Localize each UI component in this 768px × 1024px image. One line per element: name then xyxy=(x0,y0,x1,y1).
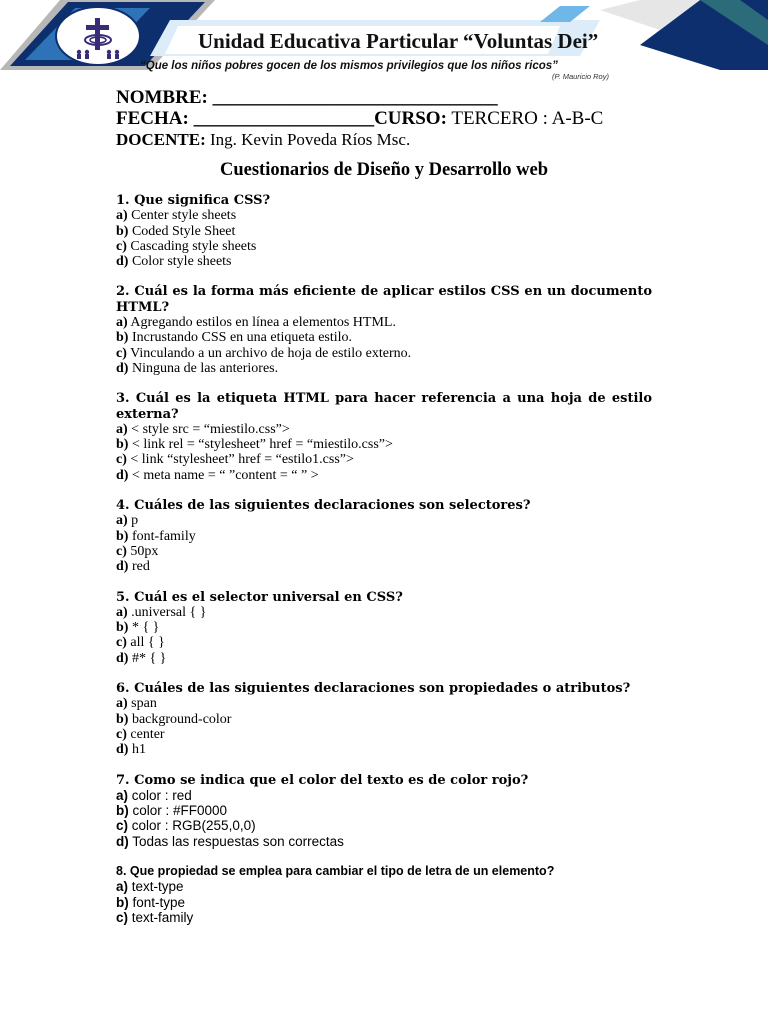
question-1 xyxy=(116,193,652,269)
header-banner xyxy=(0,0,768,84)
option-d[interactable]: d) red xyxy=(116,559,150,575)
teacher-label: DOCENTE: xyxy=(116,130,206,149)
option-a[interactable]: a) < style src = “miestilo.css”> xyxy=(116,421,290,437)
option-b[interactable]: b) background-color xyxy=(116,711,232,727)
option-a[interactable]: a) Center style sheets xyxy=(116,208,237,224)
name-blank[interactable]: ______________________________ xyxy=(212,87,498,108)
question-2 xyxy=(116,284,652,376)
question-text: 7. Como se indica que el color del texto es de color rojo? xyxy=(116,772,529,788)
option-a[interactable]: a) p xyxy=(116,513,139,529)
option-b[interactable]: b) color : #FF0000 xyxy=(116,803,228,819)
option-b[interactable]: b) < link rel = “stylesheet” href = “miestilo.css”> xyxy=(116,437,393,453)
option-c[interactable]: c) center xyxy=(116,726,165,742)
school-name: Unidad Educativa Particular “Voluntas Dei” xyxy=(198,29,599,53)
option-d[interactable]: d) < meta name = “ ”content = “ ” > xyxy=(116,467,319,483)
school-motto: “Que los niños pobres gocen de los mismos privilegios que los niños ricos” xyxy=(140,60,558,72)
question-text: 5. Cuál es el selector universal en CSS? xyxy=(116,589,403,605)
motto-author: (P. Mauricio Roy) xyxy=(552,72,609,81)
option-d[interactable]: d) h1 xyxy=(116,742,146,758)
question-5 xyxy=(116,590,652,666)
question-text: 1. Que significa CSS? xyxy=(116,193,271,208)
question-text: 8. Que propiedad se emplea para cambiar el tipo de letra de un elemento? xyxy=(116,863,555,878)
option-b[interactable]: b) * { } xyxy=(116,620,160,636)
questions-list xyxy=(116,193,652,940)
option-a[interactable]: a) .universal { } xyxy=(116,604,207,620)
question-6 xyxy=(116,681,652,757)
teacher-row xyxy=(116,129,603,150)
option-b[interactable]: b) font-family xyxy=(116,528,196,544)
student-fields xyxy=(116,87,603,150)
teacher-value: Ing. Kevin Poveda Ríos Msc. xyxy=(209,130,411,149)
option-b[interactable]: b) font-type xyxy=(116,894,186,910)
option-c[interactable]: c) all { } xyxy=(116,635,165,651)
question-7 xyxy=(116,773,652,849)
date-label: FECHA: xyxy=(116,108,189,129)
question-8 xyxy=(116,864,652,925)
question-4 xyxy=(116,498,652,574)
option-a[interactable]: a) span xyxy=(116,696,157,712)
question-text: 3. Cuál es la etiqueta HTML para hacer referencia a una hoja de estilo externa? xyxy=(116,391,652,422)
question-3 xyxy=(116,391,652,483)
option-c[interactable]: c) text-family xyxy=(116,909,194,925)
option-c[interactable]: c) color : RGB(255,0,0) xyxy=(116,818,256,834)
course-value: TERCERO : A-B-C xyxy=(451,108,604,129)
option-d[interactable]: d) Color style sheets xyxy=(116,254,232,270)
option-c[interactable]: c) Cascading style sheets xyxy=(116,238,257,254)
course-label: CURSO: xyxy=(374,108,447,129)
question-text: 6. Cuáles de las siguientes declaraciones son propiedades o atributos? xyxy=(116,681,631,697)
option-c[interactable]: c) < link “stylesheet” href = “estilo1.css”> xyxy=(116,452,354,468)
option-c[interactable]: c) 50px xyxy=(116,543,159,559)
document-title: Cuestionarios de Diseño y Desarrollo web xyxy=(219,160,549,180)
option-a[interactable]: a) text-type xyxy=(116,879,184,895)
name-label: NOMBRE: xyxy=(116,87,208,108)
question-text: 4. Cuáles de las siguientes declaraciones son selectores? xyxy=(116,498,531,514)
question-text: 2. Cuál es la forma más eficiente de aplicar estilos CSS en un documento HTML? xyxy=(116,284,652,315)
option-d[interactable]: d) #* { } xyxy=(116,650,167,666)
option-d[interactable]: d) Ninguna de las anteriores. xyxy=(116,360,279,376)
option-a[interactable]: a) Agregando estilos en línea a elementos HTML. xyxy=(116,315,396,331)
date-blank[interactable]: ___________________ xyxy=(193,108,375,129)
option-b[interactable]: b) Incrustando CSS en una etiqueta estilo. xyxy=(116,330,353,346)
option-c[interactable]: c) Vinculando a un archivo de hoja de estilo externo. xyxy=(116,345,412,361)
date-course-row xyxy=(116,108,603,129)
option-b[interactable]: b) Coded Style Sheet xyxy=(116,223,236,239)
school-logo xyxy=(55,6,141,66)
option-a[interactable]: a) color : red xyxy=(116,787,192,803)
option-d[interactable]: d) Todas las respuestas son correctas xyxy=(116,833,344,849)
name-row xyxy=(116,87,603,108)
